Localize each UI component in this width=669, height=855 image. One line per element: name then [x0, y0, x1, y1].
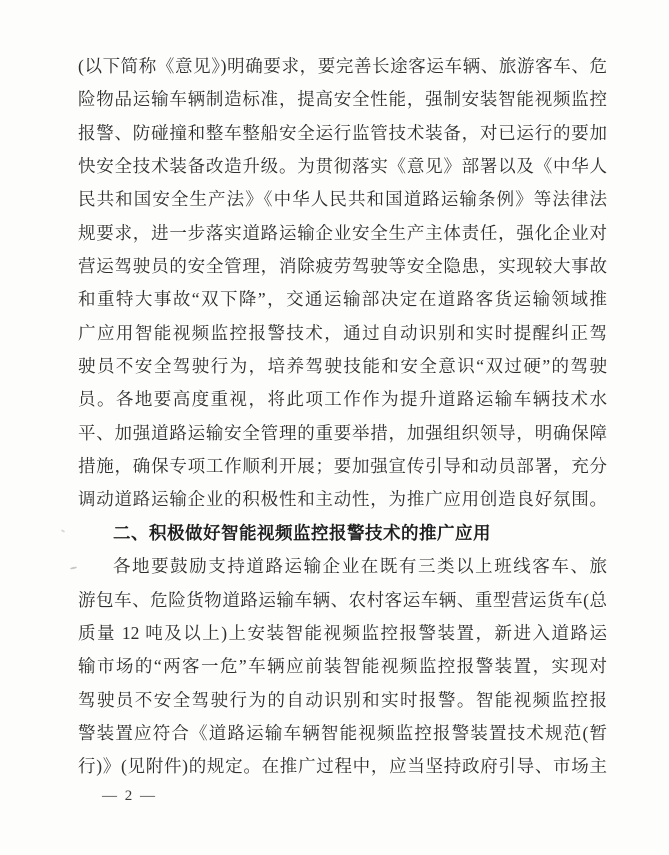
text-line: 行)》(见附件)的规定。在推广过程中，应当坚持政府引导、市场主	[78, 756, 607, 777]
text-line: 平、加强道路运输安全管理的重要举措，加强组织领导，明确保障	[78, 422, 607, 443]
text-line: 民共和国安全生产法》《中华人民共和国道路运输条例》等法律法	[78, 189, 607, 210]
page-number: — 2 —	[102, 788, 157, 804]
text-line: 快安全技术装备改造升级。为贯彻落实《意见》部署以及《中华人	[78, 156, 607, 177]
text-line: 报警、防碰撞和整车整船安全运行监管技术装备，对已运行的要加	[78, 122, 607, 143]
text-line: 和重特大事故“双下降”，交通运输部决定在道路客货运输领域推	[78, 289, 607, 310]
section-heading: 二、积极做好智能视频监控报警技术的推广应用	[113, 522, 491, 543]
text-line: (以下简称《意见》)明确要求，要完善长途客运车辆、旅游客车、危	[78, 56, 607, 76]
text-line: 驶员不安全驾驶行为，培养驾驶技能和安全意识“双过硬”的驾驶	[78, 356, 607, 377]
text-line: 警装置应符合《道路运输车辆智能视频监控报警装置技术规范(暂	[78, 722, 607, 743]
text-line: 质量 12 吨及以上)上安装智能视频监控报警装置，新进入道路运	[78, 622, 607, 643]
text-line: 输市场的“两客一危”车辆应前装智能视频监控报警装置，实现对	[78, 656, 607, 677]
text-line: 驾驶员不安全驾驶行为的自动识别和实时报警。智能视频监控报	[78, 689, 607, 710]
scan-speck	[70, 566, 77, 569]
text-line: 营运驾驶员的安全管理，消除疲劳驾驶等安全隐患，实现较大事故	[78, 256, 607, 277]
text-line: 调动道路运输企业的积极性和主动性，为推广应用创造良好氛围。	[78, 489, 607, 510]
text-line: 各地要鼓励支持道路运输企业在既有三类以上班线客车、旅	[113, 556, 607, 577]
text-line: 游包车、危险货物道路运输车辆、农村客运车辆、重型营运货车(总	[78, 589, 607, 610]
text-line: 广应用智能视频监控报警技术，通过自动识别和实时提醒纠正驾	[78, 322, 607, 343]
text-line: 险物品运输车辆制造标准，提高安全性能，强制安装智能视频监控	[78, 89, 607, 110]
text-line: 措施，确保专项工作顺利开展；要加强宣传引导和动员部署，充分	[78, 456, 607, 477]
text-line: 规要求，进一步落实道路运输企业安全生产主体责任，强化企业对	[78, 222, 607, 243]
document-text-block	[78, 50, 607, 784]
text-line: 员。各地要高度重视，将此项工作作为提升道路运输车辆技术水	[78, 389, 607, 410]
scan-speck	[61, 529, 65, 533]
